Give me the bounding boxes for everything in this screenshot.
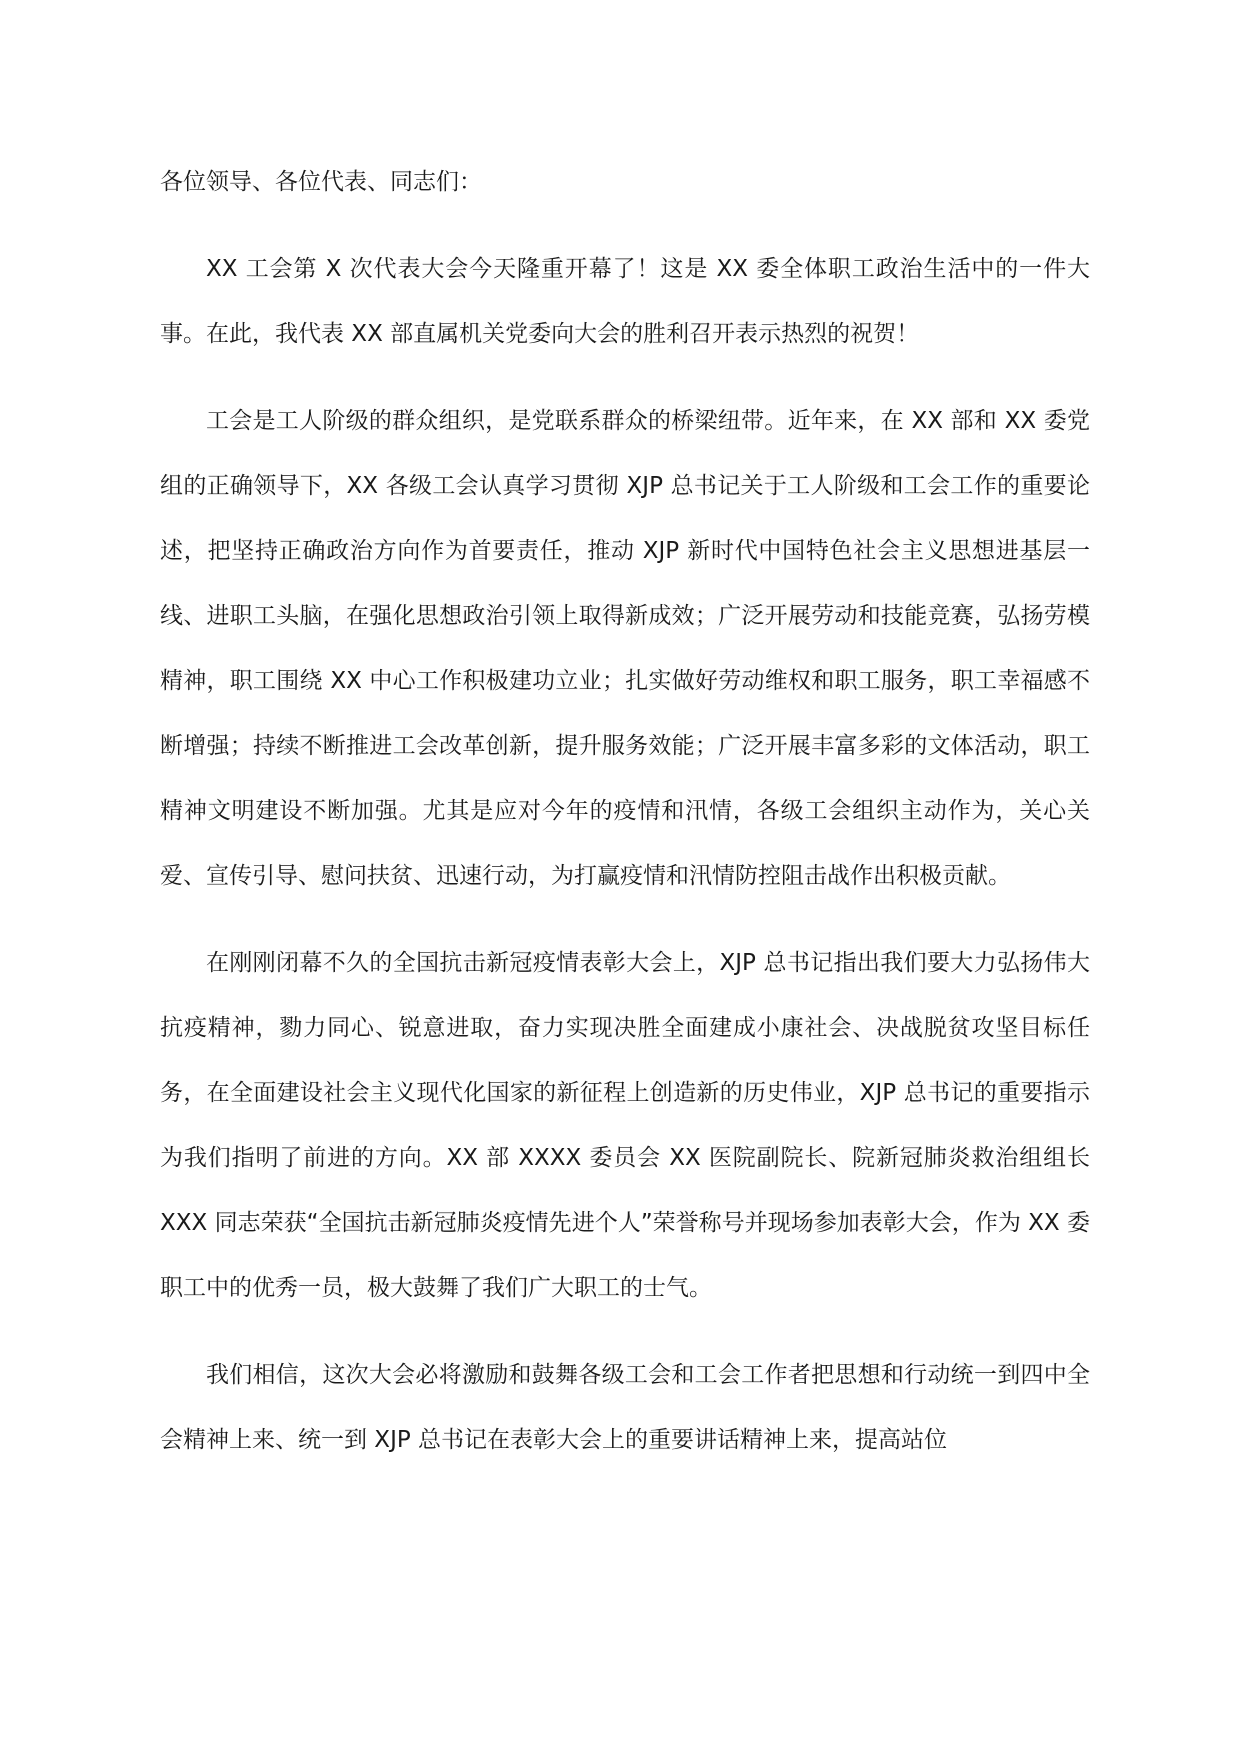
greeting-line: 各位领导、各位代表、同志们： <box>160 169 482 195</box>
paragraph-conclusion: 我们相信，这次大会必将激励和鼓舞各级工会和工会工作者把思想和行动统一到四中全会精神上来、统一到 XJP 总书记在表彰大会上的重要讲话精神上来，提高站位 <box>160 1362 1090 1453</box>
paragraph-opening: XX 工会第 X 次代表大会今天隆重开幕了！这是 XX 委全体职工政治生活中的一件大事。在此，我代表 XX 部直属机关党委向大会的胜利召开表示热烈的祝贺！ <box>160 256 1090 347</box>
paragraph-union-work: 工会是工人阶级的群众组织，是党联系群众的桥梁纽带。近年来，在 XX 部和 XX 委党组的正确领导下，XX 各级工会认真学习贯彻 XJP 总书记关于工人阶级和工会工作的重要论述，把坚持正确政治方向作为首要责任，推动 XJP 新时代中国特色社会主义思想进基层一线、进职工头脑，在强化思想政治引领上取得新成效；广泛开展劳动和技能竞赛，弘扬劳模精神，职工围绕 XX 中心工作积极建功立业；扎实做好劳动维权和职工服务，职工幸福感不断增强；持续不断推进工会改革创新，提升服务效能；广泛开展丰富多彩的文体活动，职工精神文明建设不断加强。尤其是应对今年的疫情和汛情，各级工会组织主动作为，关心关爱、宣传引导、慰问扶贫、迅速行动，为打赢疫情和汛情防控阻击战作出积极贡献。 <box>160 408 1090 889</box>
paragraph-commendation: 在刚刚闭幕不久的全国抗击新冠疫情表彰大会上，XJP 总书记指出我们要大力弘扬伟大抗疫精神，勠力同心、锐意进取，奋力实现决胜全面建成小康社会、决战脱贫攻坚目标任务，在全面建设社会主义现代化国家的新征程上创造新的历史伟业，XJP 总书记的重要指示为我们指明了前进的方向。XX 部 XXXX 委员会 XX 医院副院长、院新冠肺炎救治组组长 XXX 同志荣获“全国抗击新冠肺炎疫情先进个人”荣誉称号并现场参加表彰大会，作为 XX 委职工中的优秀一员，极大鼓舞了我们广大职工的士气。 <box>160 950 1090 1301</box>
document-body <box>160 150 1090 1495</box>
